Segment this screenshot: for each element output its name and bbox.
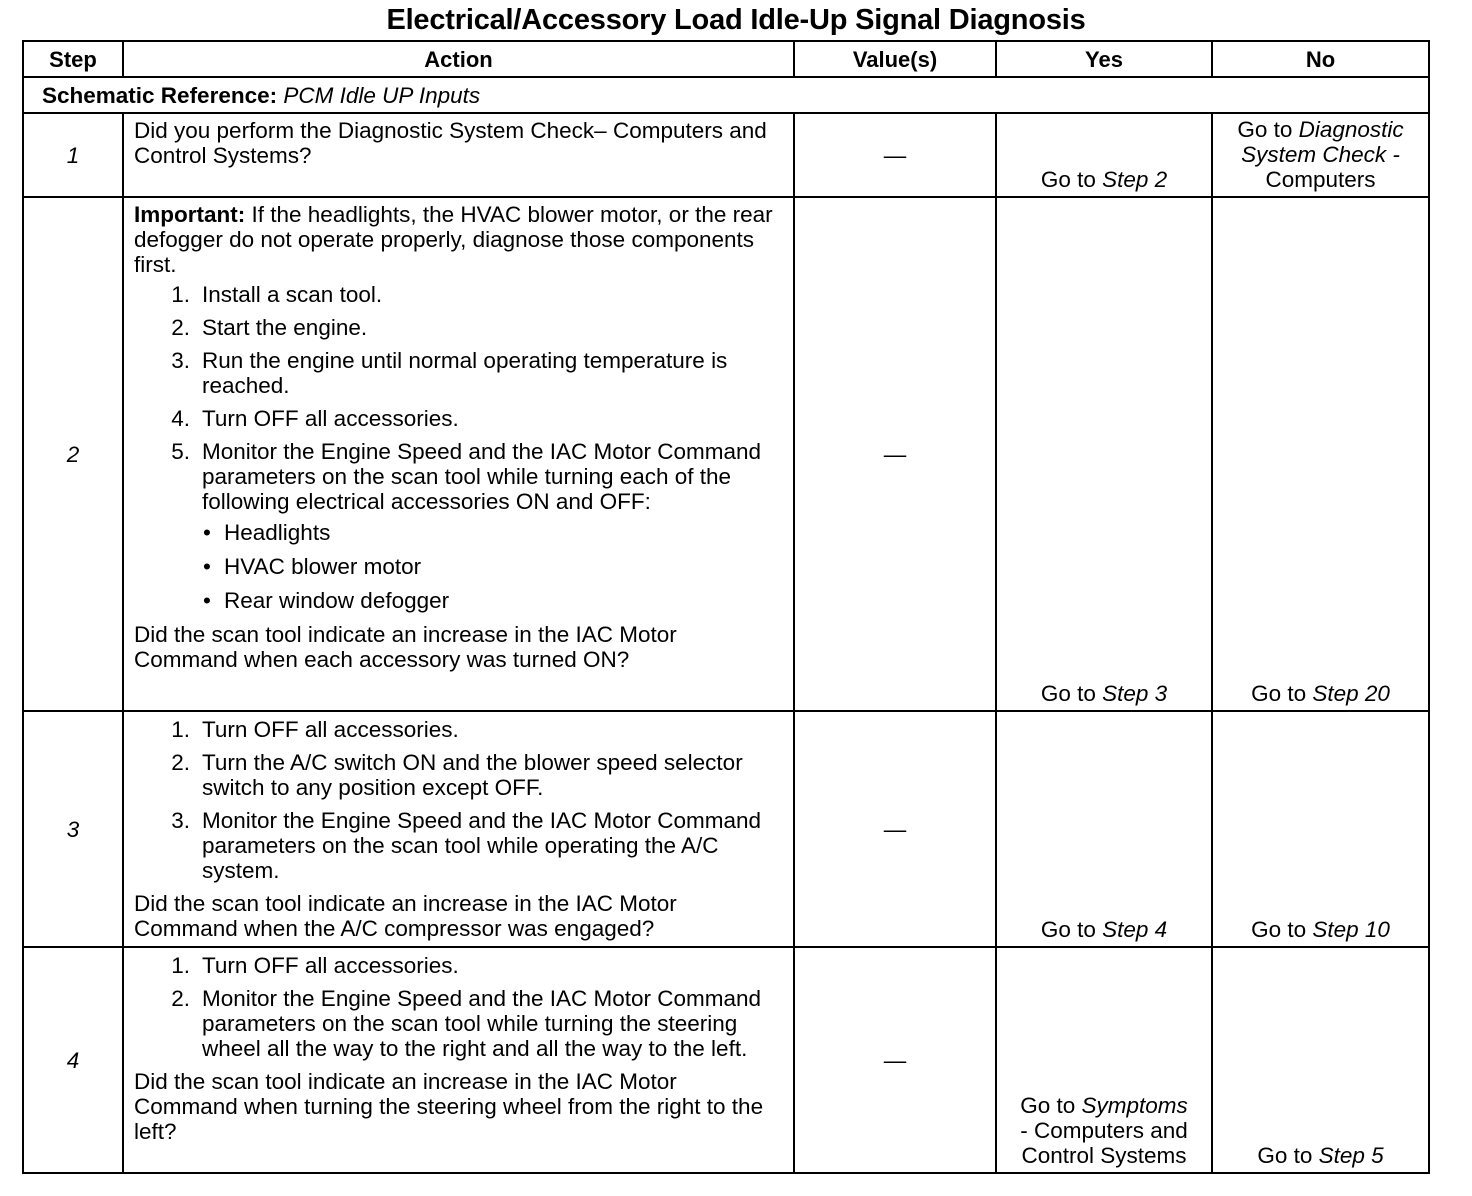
list-item [134,406,785,431]
no-target-plain: Computers [1265,167,1376,192]
go-to-text: Go to [1040,681,1096,706]
bullet-text: HVAC blower motor [224,554,422,579]
item-number: 1. [171,717,190,742]
list-item [134,953,785,978]
important-label: Important: [134,202,246,227]
yes-cell [996,197,1212,711]
go-to-text: Go to [1257,1143,1313,1168]
item-text: Monitor the Engine Speed and the IAC Motor Command parameters on the scan tool while operating the A/C system. [202,808,762,883]
value-cell [794,197,996,711]
no-target: Step 10 [1312,917,1390,942]
value-dash: — [883,816,907,842]
schematic-label: Schematic Reference: [42,82,278,108]
item-number: 3. [171,348,190,373]
header-step: Step [23,41,123,77]
action-cell [123,113,794,197]
item-number: 2. [171,986,190,1011]
item-text: Run the engine until normal operating temperature is reached. [202,348,728,398]
header-yes: Yes [996,41,1212,77]
item-text: Monitor the Engine Speed and the IAC Motor Command parameters on the scan tool while turning the steering wheel all the way to the right and all the way to the left. [202,986,762,1061]
bullet-item [190,588,785,613]
yes-target-italic: Symptoms [1081,1093,1188,1118]
important-note [134,202,785,277]
accessory-bullet-list [190,520,785,613]
no-target-italic: Diagnostic System Check - [1241,117,1404,167]
yes-cell [996,947,1212,1173]
value-dash: — [883,142,907,168]
item-number: 2. [171,315,190,340]
header-value: Value(s) [794,41,996,77]
step-number: 3 [23,711,123,947]
yes-cell [996,113,1212,197]
header-row [23,41,1429,77]
bullet-item [190,520,785,545]
yes-target-plain: - Computers and Control Systems [1020,1118,1188,1168]
action-cell [123,197,794,711]
item-text: Install a scan tool. [202,282,383,307]
yes-cell [996,711,1212,947]
value-cell [794,711,996,947]
item-text: Start the engine. [202,315,368,340]
no-target: Step 20 [1312,681,1390,706]
schematic-row [23,77,1429,113]
header-action: Action [123,41,794,77]
instruction-list [134,953,785,1061]
step-question: Did you perform the Diagnostic System Check– Computers and Control Systems? [134,118,767,168]
schematic-reference [23,77,1429,113]
schematic-value: PCM Idle UP Inputs [283,82,481,108]
list-item [134,282,785,307]
value-cell [794,113,996,197]
value-dash: — [883,1047,907,1073]
table-row [23,113,1429,197]
instruction-list [134,282,785,613]
item-number: 5. [171,439,190,464]
list-item [134,986,785,1061]
go-to-text: Go to [1251,917,1307,942]
bullet-icon: • [203,554,211,579]
no-cell [1212,711,1429,947]
list-item [134,439,785,613]
action-cell [123,711,794,947]
step-question: Did the scan tool indicate an increase in the IAC Motor Command when turning the steering wheel from the right to the left? [134,1069,764,1144]
step-question: Did the scan tool indicate an increase in the IAC Motor Command when the A/C compressor was engaged? [134,891,677,941]
item-text: Turn OFF all accessories. [202,717,459,742]
table-row [23,197,1429,711]
item-text: Monitor the Engine Speed and the IAC Motor Command parameters on the scan tool while turning each of the following electrical accessories ON and OFF: [202,439,762,514]
go-to-text: Go to [1020,1093,1076,1118]
instruction-list [134,717,785,883]
value-dash: — [883,441,907,467]
header-no: No [1212,41,1429,77]
table-row [23,947,1429,1173]
diagnosis-table [22,40,1430,1174]
table-row [23,711,1429,947]
step-number: 2 [23,197,123,711]
go-to-text: Go to [1040,167,1096,192]
item-number: 2. [171,750,190,775]
bullet-text: Headlights [224,520,331,545]
item-text: Turn OFF all accessories. [202,953,459,978]
yes-target: Step 3 [1102,681,1168,706]
step-number: 4 [23,947,123,1173]
value-cell [794,947,996,1173]
bullet-icon: • [203,588,211,613]
list-item [134,315,785,340]
item-text: Turn OFF all accessories. [202,406,459,431]
go-to-text: Go to [1237,117,1293,142]
list-item [134,808,785,883]
item-number: 3. [171,808,190,833]
bullet-text: Rear window defogger [224,588,450,613]
go-to-text: Go to [1040,917,1096,942]
item-number: 1. [171,282,190,307]
go-to-text: Go to [1251,681,1307,706]
page-title: Electrical/Accessory Load Idle-Up Signal Diagnosis [386,4,1086,36]
list-item [134,750,785,800]
list-item [134,348,785,398]
no-target: Step 5 [1318,1143,1384,1168]
bullet-item [190,554,785,579]
important-text: If the headlights, the HVAC blower motor, or the rear defogger do not operate properly, diagnose those components first. [134,202,773,277]
list-item [134,717,785,742]
no-cell [1212,113,1429,197]
no-cell [1212,197,1429,711]
step-number: 1 [23,113,123,197]
bullet-icon: • [203,520,211,545]
action-cell [123,947,794,1173]
item-number: 1. [171,953,190,978]
no-cell [1212,947,1429,1173]
yes-target: Step 4 [1102,917,1168,942]
step-question: Did the scan tool indicate an increase in the IAC Motor Command when each accessory was turned ON? [134,622,677,672]
yes-target: Step 2 [1102,167,1168,192]
item-text: Turn the A/C switch ON and the blower speed selector switch to any position except OFF. [202,750,743,800]
item-number: 4. [171,406,190,431]
